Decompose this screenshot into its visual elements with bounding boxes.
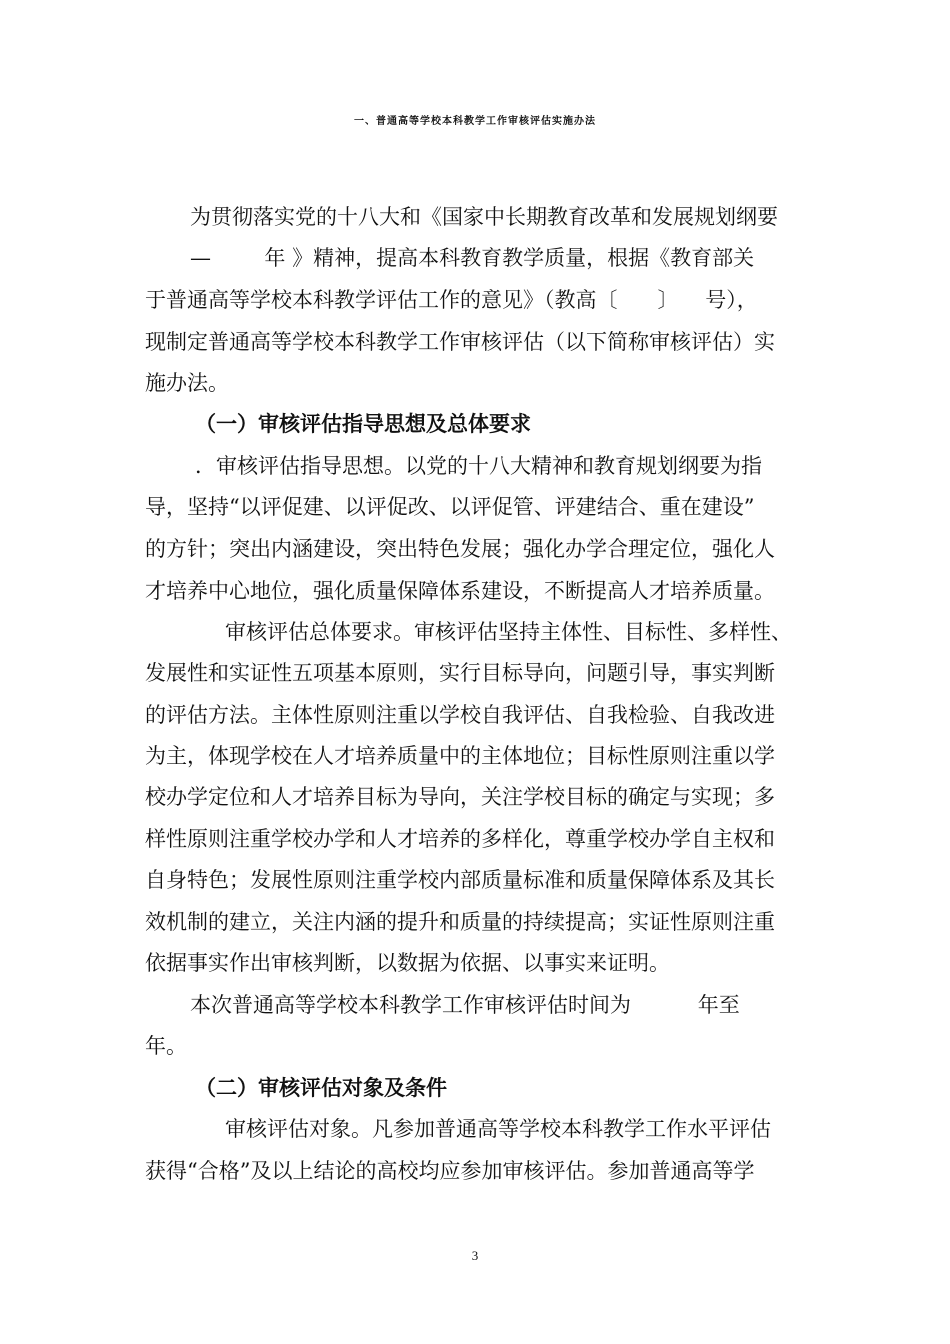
section-1-heading: （一）审核评估指导思想及总体要求 — [195, 412, 531, 436]
requirements-line-9: 依据事实作出审核判断，以数据为依据、以事实来证明。 — [145, 951, 670, 975]
requirements-line-1: 审核评估总体要求。审核评估坚持主体性、目标性、多样性、 — [225, 620, 792, 644]
time-line-1: 本次普通高等学校本科教学工作审核评估时间为 年至 — [190, 993, 740, 1017]
intro-line-1: 为贯彻落实党的十八大和《国家中长期教育改革和发展规划纲要 — [190, 205, 778, 229]
requirements-line-2: 发展性和实证性五项基本原则，实行目标导向，问题引导，事实判断 — [145, 661, 775, 685]
object-line-2: 获得“合格”及以上结论的高校均应参加审核评估。参加普通高等学 — [145, 1159, 755, 1183]
page-number: 3 — [471, 1248, 479, 1263]
intro-line-3: 于普通高等学校本科教学评估工作的意见》（教高〔 〕 号）， — [145, 288, 758, 312]
section-2-heading: （二）审核评估对象及条件 — [195, 1076, 447, 1100]
requirements-line-8: 效机制的建立，关注内涵的提升和质量的持续提高；实证性原则注重 — [145, 910, 775, 934]
requirements-line-3: 的评估方法。主体性原则注重以学校自我评估、自我检验、自我改进 — [145, 703, 775, 727]
guiding-line-4: 才培养中心地位，强化质量保障体系建设，不断提高人才培养质量。 — [145, 579, 775, 603]
intro-line-5: 施办法。 — [145, 371, 229, 395]
requirements-line-6: 样性原则注重学校办学和人才培养的多样化，尊重学校办学自主权和 — [145, 827, 775, 851]
requirements-line-7: 自身特色；发展性原则注重学校内部质量标准和质量保障体系及其长 — [145, 868, 775, 892]
guiding-line-3: 的方针；突出内涵建设，突出特色发展；强化办学合理定位，强化人 — [145, 537, 775, 561]
time-line-2: 年。 — [145, 1034, 187, 1058]
document-title: 一、普通高等学校本科教学工作审核评估实施办法 — [354, 116, 596, 127]
object-line-1: 审核评估对象。凡参加普通高等学校本科教学工作水平评估 — [225, 1117, 771, 1141]
guiding-line-2: 导，坚持“以评促建、以评促改、以评促管、评建结合、重在建设” — [145, 495, 755, 519]
intro-line-4: 现制定普通高等学校本科教学工作审核评估（以下简称审核评估）实 — [145, 330, 775, 354]
guiding-line-1: ．审核评估指导思想。以党的十八大精神和教育规划纲要为指 — [195, 454, 762, 478]
intro-line-2: — 年 》精神，提高本科教育教学质量，根据《教育部关 — [190, 246, 755, 270]
requirements-line-5: 校办学定位和人才培养目标为导向，关注学校目标的确定与实现；多 — [145, 785, 775, 809]
requirements-line-4: 为主，体现学校在人才培养质量中的主体地位；目标性原则注重以学 — [145, 744, 775, 768]
